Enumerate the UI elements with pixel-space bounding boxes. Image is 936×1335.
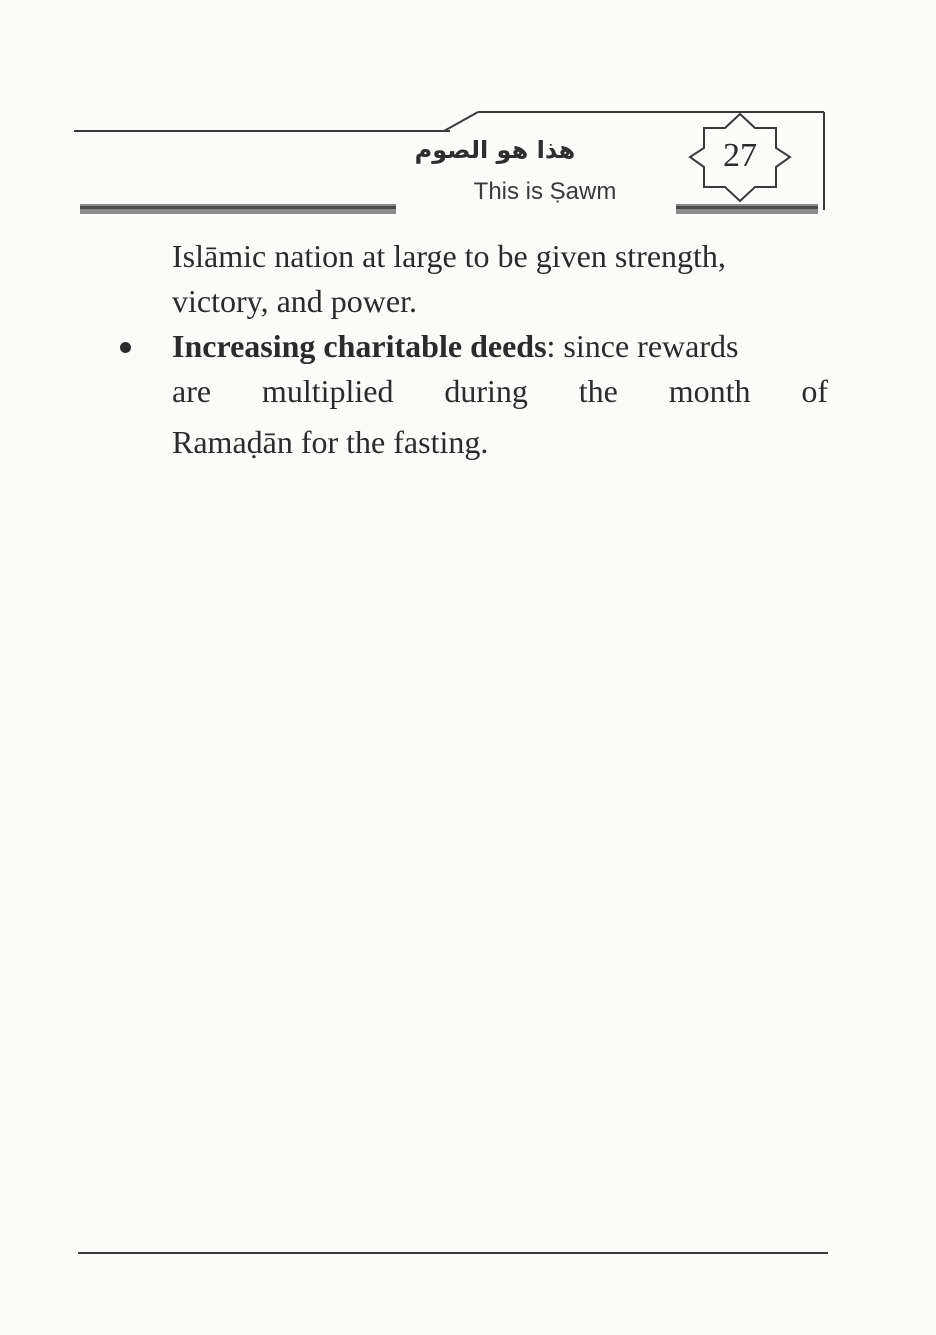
bullet-text: : since rewards — [546, 328, 739, 364]
continuation-paragraph — [172, 234, 828, 324]
paragraph-line: Islāmic nation at large to be given strength, — [172, 238, 726, 274]
bullet-icon — [120, 342, 131, 353]
page-header — [0, 0, 936, 230]
footer-rule — [78, 1252, 828, 1254]
page-number: 27 — [723, 137, 757, 174]
word: multiplied — [261, 373, 394, 409]
bullet-line-2 — [172, 369, 828, 414]
word: month — [668, 373, 751, 409]
paragraph-line: victory, and power. — [172, 283, 417, 319]
english-book-title: This is Ṣawm — [473, 178, 617, 205]
word: during — [444, 373, 528, 409]
arabic-book-title: هذا هو الصوم — [414, 136, 576, 164]
word: are — [172, 373, 212, 409]
bullet-item-charitable-deeds — [172, 324, 828, 465]
bullet-line-3: Ramaḍān for the fasting. — [172, 424, 489, 460]
word: of — [801, 373, 828, 409]
word: the — [578, 373, 618, 409]
bullet-term: Increasing charitable deeds — [172, 328, 547, 364]
page-body — [172, 234, 828, 465]
bullet-line-1 — [172, 324, 828, 369]
